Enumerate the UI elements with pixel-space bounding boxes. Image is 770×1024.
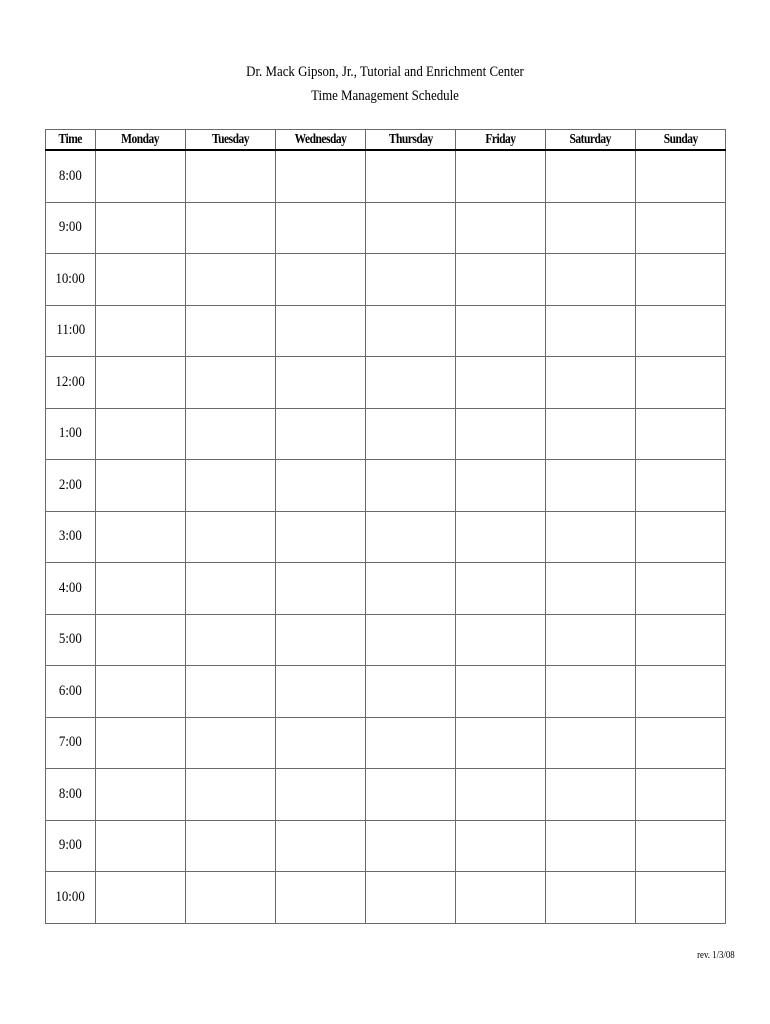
schedule-cell-wednesday[interactable] <box>276 614 366 666</box>
table-row <box>46 357 726 409</box>
schedule-cell-thursday[interactable] <box>366 460 456 512</box>
time-cell: 10:00 <box>46 254 96 306</box>
column-header-sunday: Sunday <box>636 130 726 151</box>
center-name-heading: Dr. Mack Gipson, Jr., Tutorial and Enrichment Center <box>246 64 524 80</box>
schedule-cell-tuesday[interactable] <box>186 254 276 306</box>
header-row <box>46 130 726 151</box>
schedule-cell-thursday[interactable] <box>366 254 456 306</box>
schedule-cell-saturday[interactable] <box>546 872 636 924</box>
table-row <box>46 460 726 512</box>
schedule-cell-wednesday[interactable] <box>276 666 366 718</box>
schedule-cell-saturday[interactable] <box>546 460 636 512</box>
schedule-cell-saturday[interactable] <box>546 357 636 409</box>
schedule-cell-wednesday[interactable] <box>276 254 366 306</box>
schedule-cell-wednesday[interactable] <box>276 820 366 872</box>
schedule-cell-tuesday[interactable] <box>186 511 276 563</box>
schedule-cell-thursday[interactable] <box>366 408 456 460</box>
schedule-cell-sunday[interactable] <box>636 872 726 924</box>
schedule-cell-monday[interactable] <box>96 872 186 924</box>
schedule-cell-tuesday[interactable] <box>186 150 276 202</box>
schedule-cell-monday[interactable] <box>96 614 186 666</box>
table-row <box>46 872 726 924</box>
column-header-saturday: Saturday <box>546 130 636 151</box>
schedule-cell-thursday[interactable] <box>366 150 456 202</box>
schedule-cell-monday[interactable] <box>96 717 186 769</box>
schedule-title: Time Management Schedule <box>311 88 459 104</box>
schedule-cell-sunday[interactable] <box>636 408 726 460</box>
time-cell: 10:00 <box>46 872 96 924</box>
schedule-cell-saturday[interactable] <box>546 511 636 563</box>
schedule-cell-tuesday[interactable] <box>186 202 276 254</box>
schedule-cell-friday[interactable] <box>456 357 546 409</box>
table-row <box>46 305 726 357</box>
schedule-cell-friday[interactable] <box>456 820 546 872</box>
schedule-cell-monday[interactable] <box>96 511 186 563</box>
revision-note: rev. 1/3/08 <box>697 950 735 961</box>
schedule-cell-thursday[interactable] <box>366 563 456 615</box>
schedule-cell-saturday[interactable] <box>546 150 636 202</box>
schedule-cell-thursday[interactable] <box>366 357 456 409</box>
schedule-cell-friday[interactable] <box>456 460 546 512</box>
schedule-cell-tuesday[interactable] <box>186 357 276 409</box>
schedule-cell-monday[interactable] <box>96 254 186 306</box>
schedule-cell-saturday[interactable] <box>546 563 636 615</box>
schedule-cell-wednesday[interactable] <box>276 563 366 615</box>
schedule-cell-thursday[interactable] <box>366 202 456 254</box>
schedule-cell-wednesday[interactable] <box>276 460 366 512</box>
schedule-cell-saturday[interactable] <box>546 717 636 769</box>
schedule-cell-sunday[interactable] <box>636 460 726 512</box>
time-cell: 7:00 <box>46 717 96 769</box>
schedule-cell-tuesday[interactable] <box>186 460 276 512</box>
table-row <box>46 202 726 254</box>
schedule-cell-friday[interactable] <box>456 150 546 202</box>
schedule-cell-tuesday[interactable] <box>186 717 276 769</box>
schedule-cell-wednesday[interactable] <box>276 150 366 202</box>
schedule-cell-friday[interactable] <box>456 202 546 254</box>
schedule-cell-tuesday[interactable] <box>186 820 276 872</box>
schedule-cell-monday[interactable] <box>96 460 186 512</box>
schedule-cell-thursday[interactable] <box>366 820 456 872</box>
schedule-cell-saturday[interactable] <box>546 254 636 306</box>
schedule-cell-friday[interactable] <box>456 717 546 769</box>
schedule-cell-sunday[interactable] <box>636 563 726 615</box>
schedule-cell-sunday[interactable] <box>636 202 726 254</box>
table-row <box>46 254 726 306</box>
schedule-cell-monday[interactable] <box>96 563 186 615</box>
schedule-cell-wednesday[interactable] <box>276 305 366 357</box>
schedule-cell-sunday[interactable] <box>636 820 726 872</box>
schedule-cell-friday[interactable] <box>456 769 546 821</box>
schedule-cell-monday[interactable] <box>96 408 186 460</box>
schedule-cell-tuesday[interactable] <box>186 614 276 666</box>
schedule-cell-thursday[interactable] <box>366 872 456 924</box>
schedule-cell-friday[interactable] <box>456 666 546 718</box>
schedule-cell-friday[interactable] <box>456 511 546 563</box>
schedule-cell-wednesday[interactable] <box>276 872 366 924</box>
schedule-cell-friday[interactable] <box>456 408 546 460</box>
schedule-cell-tuesday[interactable] <box>186 305 276 357</box>
table-row <box>46 150 726 202</box>
schedule-cell-wednesday[interactable] <box>276 408 366 460</box>
schedule-cell-saturday[interactable] <box>546 820 636 872</box>
schedule-cell-sunday[interactable] <box>636 666 726 718</box>
schedule-cell-monday[interactable] <box>96 357 186 409</box>
schedule-cell-friday[interactable] <box>456 305 546 357</box>
schedule-cell-sunday[interactable] <box>636 254 726 306</box>
column-header-friday: Friday <box>456 130 546 151</box>
column-header-time: Time <box>46 130 96 151</box>
time-cell: 5:00 <box>46 614 96 666</box>
schedule-cell-sunday[interactable] <box>636 717 726 769</box>
schedule-cell-thursday[interactable] <box>366 511 456 563</box>
schedule-cell-monday[interactable] <box>96 202 186 254</box>
time-management-table <box>45 129 726 924</box>
schedule-cell-saturday[interactable] <box>546 202 636 254</box>
table-row <box>46 769 726 821</box>
column-header-thursday: Thursday <box>366 130 456 151</box>
column-header-wednesday: Wednesday <box>276 130 366 151</box>
schedule-cell-thursday[interactable] <box>366 666 456 718</box>
schedule-cell-saturday[interactable] <box>546 614 636 666</box>
time-cell: 11:00 <box>46 305 96 357</box>
schedule-cell-wednesday[interactable] <box>276 717 366 769</box>
time-cell: 8:00 <box>46 769 96 821</box>
schedule-cell-thursday[interactable] <box>366 614 456 666</box>
schedule-cell-monday[interactable] <box>96 666 186 718</box>
schedule-cell-monday[interactable] <box>96 305 186 357</box>
schedule-cell-thursday[interactable] <box>366 769 456 821</box>
schedule-cell-saturday[interactable] <box>546 769 636 821</box>
schedule-cell-tuesday[interactable] <box>186 563 276 615</box>
schedule-cell-tuesday[interactable] <box>186 408 276 460</box>
schedule-cell-wednesday[interactable] <box>276 511 366 563</box>
schedule-cell-monday[interactable] <box>96 150 186 202</box>
schedule-cell-monday[interactable] <box>96 820 186 872</box>
schedule-cell-sunday[interactable] <box>636 305 726 357</box>
schedule-cell-friday[interactable] <box>456 563 546 615</box>
schedule-cell-saturday[interactable] <box>546 408 636 460</box>
schedule-cell-wednesday[interactable] <box>276 769 366 821</box>
time-cell: 9:00 <box>46 202 96 254</box>
schedule-cell-tuesday[interactable] <box>186 872 276 924</box>
time-cell: 4:00 <box>46 563 96 615</box>
schedule-cell-sunday[interactable] <box>636 150 726 202</box>
time-cell: 9:00 <box>46 820 96 872</box>
schedule-cell-sunday[interactable] <box>636 769 726 821</box>
schedule-cell-sunday[interactable] <box>636 614 726 666</box>
schedule-cell-sunday[interactable] <box>636 511 726 563</box>
time-cell: 12:00 <box>46 357 96 409</box>
table-row <box>46 820 726 872</box>
schedule-cell-wednesday[interactable] <box>276 202 366 254</box>
schedule-cell-saturday[interactable] <box>546 305 636 357</box>
time-cell: 6:00 <box>46 666 96 718</box>
schedule-cell-sunday[interactable] <box>636 357 726 409</box>
table-row <box>46 511 726 563</box>
schedule-cell-friday[interactable] <box>456 614 546 666</box>
column-header-tuesday: Tuesday <box>186 130 276 151</box>
table-row <box>46 666 726 718</box>
schedule-cell-monday[interactable] <box>96 769 186 821</box>
time-cell: 3:00 <box>46 511 96 563</box>
table-row <box>46 408 726 460</box>
schedule-cell-tuesday[interactable] <box>186 666 276 718</box>
table-row <box>46 614 726 666</box>
table-row <box>46 717 726 769</box>
column-header-monday: Monday <box>96 130 186 151</box>
time-cell: 2:00 <box>46 460 96 512</box>
schedule-cell-friday[interactable] <box>456 872 546 924</box>
schedule-cell-thursday[interactable] <box>366 717 456 769</box>
schedule-cell-friday[interactable] <box>456 254 546 306</box>
schedule-cell-wednesday[interactable] <box>276 357 366 409</box>
schedule-cell-tuesday[interactable] <box>186 769 276 821</box>
table-row <box>46 563 726 615</box>
time-cell: 1:00 <box>46 408 96 460</box>
time-cell: 8:00 <box>46 150 96 202</box>
schedule-cell-saturday[interactable] <box>546 666 636 718</box>
schedule-cell-thursday[interactable] <box>366 305 456 357</box>
